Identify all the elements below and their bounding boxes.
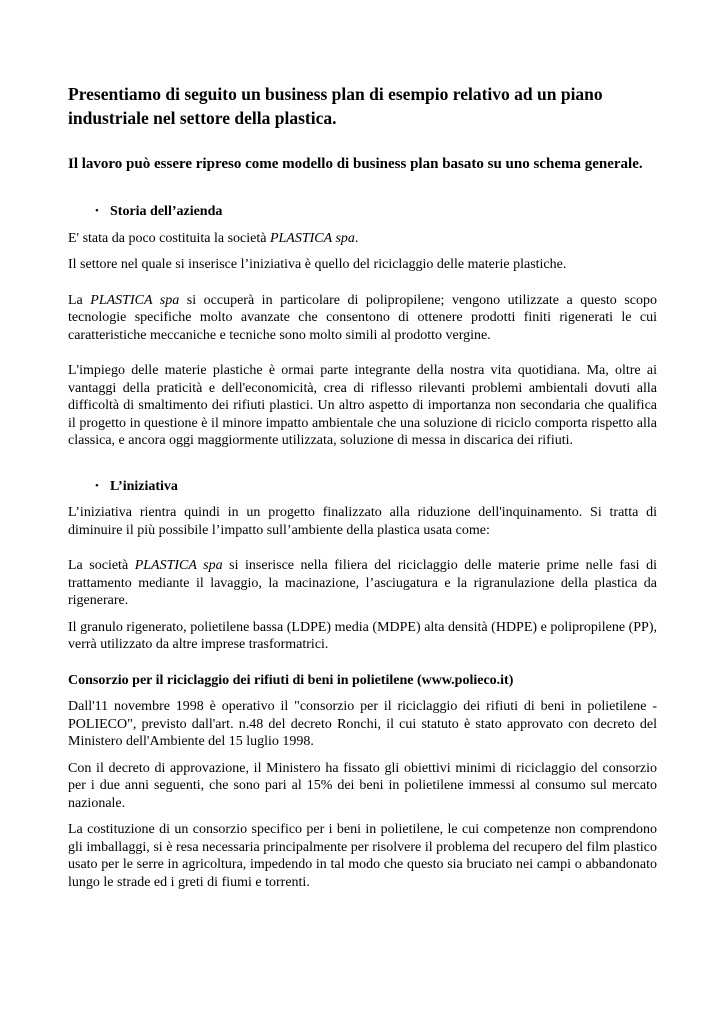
bullet-iniziativa [68,478,657,496]
bullet-icon: • [95,205,99,217]
text-run: si occuperà in particolare di polipropilene; vengono utilizzate a questo scopo tecnologie specifiche molto avanzate che consentono di ottenere prodotti finiti rigenerati le cui caratteristiche meccaniche e tecniche sono molto simili al prodotto vergine. [68,292,657,343]
para-polieco-operativo [68,698,657,751]
text-run: La società [68,558,135,573]
para-polipropilene [68,292,657,345]
bullet-storia-azienda [68,203,657,221]
text-run: L'impiego delle materie plastiche è ormai parte integrante della nostra vita quotidiana. Ma, oltre ai vantaggi della praticità e dell'economicità, crea di riflesso rilevanti problemi ambientali dovuti alla difficoltà di smaltimento dei rifiuti plastici. Un altro aspetto di importanza non secondaria che qualifica il progetto in questione è il minore impatto ambientale che una soluzione di riciclo comporta rispetto alla classica, e ancora oggi maggiormente utilizzata, soluzione di messa in discarica dei rifiuti. [68,363,657,448]
para-settore [68,256,657,274]
text-run: La costituzione di un consorzio specifico per i beni in polietilene, le cui competenze non comprendono gli imballaggi, si è resa necessaria principalmente per risolvere il problema del recupero del film plastico usato per le serre in agricoltura, impedendo in tal modo che questo sia bruciato nei campi o abbandonato lungo le strade ed i greti di fiumi e torrenti. [68,822,657,890]
text-run: Il granulo rigenerato, polietilene bassa (LDPE) media (MDPE) alta densità (HDPE) e polipropilene (PP), verrà utilizzato da altre imprese trasformatrici. [68,619,657,652]
bullet-label [110,479,178,494]
text-run: Presentiamo di seguito un business plan di esempio relativo ad un piano industriale nel settore della plastica. [68,84,603,128]
text-run: L’iniziativa [110,478,178,494]
para-filiera-riciclaggio [68,557,657,610]
heading-consorzio-polieco [68,672,657,690]
text-run: Consorzio per il riciclaggio dei rifiuti di beni in polietilene (www.polieco.it) [68,672,514,688]
para-granulo-rigenerato [68,619,657,654]
text-run: Il lavoro può essere ripreso come modello di business plan basato su uno schema generale. [68,156,643,172]
para-costituzione-societa [68,230,657,248]
text-run: Dall'11 novembre 1998 è operativo il "consorzio per il riciclaggio dei rifiuti di beni in polietilene - POLIECO", previsto dall'art. n.48 del decreto Ronchi, il cui statuto è stato approvato con decreto del Ministero dell'Ambiente del 15 luglio 1998. [68,699,657,749]
text-run: E' stata da poco costituita la società [68,230,270,246]
para-decreto-approvazione [68,760,657,813]
bullet-label [110,204,222,219]
text-run: Con il decreto di approvazione, il Ministero ha fissato gli obiettivi minimi di riciclaggio del consorzio per i due anni seguenti, che sono pari al 15% dei beni in polietilene immessi al consumo sul mercato nazionale. [68,760,657,811]
para-impiego-materie [68,362,657,450]
italic-text-run: PLASTICA spa [90,292,180,308]
doc-title [68,82,657,130]
doc-subtitle [68,154,657,175]
text-run: . [354,230,359,246]
italic-text-run: PLASTICA spa [269,230,355,246]
bullet-icon: • [95,479,99,492]
text-run: si inserisce nella filiera del riciclaggio delle materie prime nelle fasi di trattamento mediante il lavaggio, la macinazione, l’asciugatura e la rigranulazione della plastica da rigenerare. [68,558,657,608]
document-body [68,82,657,891]
text-run: Il settore nel quale si inserisce l’iniziativa è quello del riciclaggio delle materie plastiche. [68,257,567,272]
para-progetto-riduzione [68,504,657,539]
para-costituzione-consorzio [68,821,657,891]
text-run: L’iniziativa rientra quindi in un progetto finalizzato alla riduzione dell'inquinamento. Si tratta di diminuire il più possibile l’impatto sull’ambiente della plastica usata come: [68,505,657,538]
text-run: La [68,292,91,308]
text-run: Storia dell’azienda [110,204,223,219]
italic-text-run: PLASTICA spa [134,558,223,573]
